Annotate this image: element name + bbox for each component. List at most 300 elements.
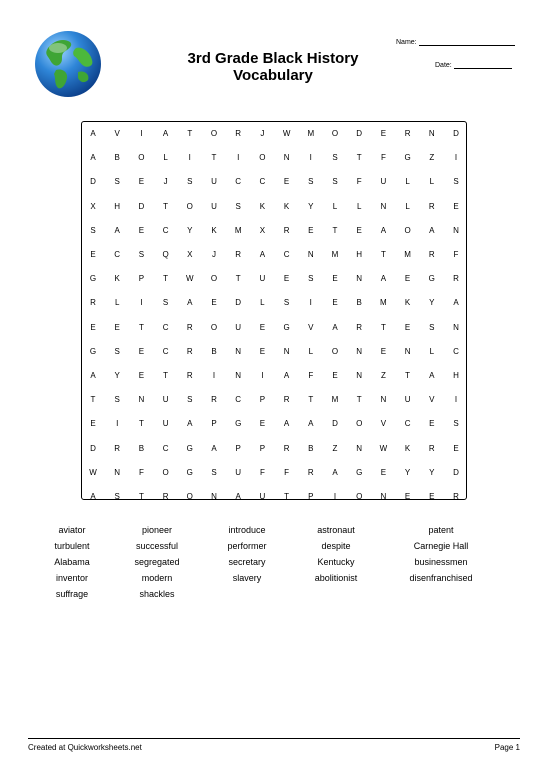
word-list-item: turbulent xyxy=(54,541,90,551)
grid-letter: M xyxy=(331,395,339,405)
grid-letter: L xyxy=(429,346,435,356)
grid-row xyxy=(82,491,466,503)
grid-letter: U xyxy=(162,419,169,429)
grid-letter: T xyxy=(356,153,362,163)
word-list-item: performer xyxy=(227,541,267,551)
grid-letter: P xyxy=(211,419,217,429)
grid-letter: C xyxy=(235,177,242,187)
grid-letter: M xyxy=(380,298,387,308)
grid-letter: E xyxy=(404,274,411,284)
grid-letter: T xyxy=(405,371,411,380)
grid-letter: S xyxy=(308,177,314,187)
grid-letter: C xyxy=(162,225,169,235)
word-list-item: disenfranchised xyxy=(409,573,473,583)
grid-letter: G xyxy=(186,443,193,453)
grid-letter: P xyxy=(138,274,145,284)
word-list-item: slavery xyxy=(232,573,262,583)
grid-letter: G xyxy=(89,274,97,284)
grid-letter: R xyxy=(307,467,314,477)
grid-letter: X xyxy=(187,250,193,259)
grid-letter: M xyxy=(234,225,242,235)
grid-row xyxy=(82,152,466,164)
grid-row xyxy=(82,418,466,430)
grid-letter: N xyxy=(356,443,363,453)
grid-row xyxy=(82,394,466,406)
name-field xyxy=(396,38,515,46)
grid-letter: A xyxy=(332,322,338,332)
grid-letter: S xyxy=(187,395,193,405)
grid-row xyxy=(82,297,466,309)
grid-letter: T xyxy=(284,492,290,501)
grid-row xyxy=(82,467,466,479)
grid-letter: F xyxy=(380,153,386,163)
grid-letter: S xyxy=(332,177,338,187)
grid-letter: N xyxy=(307,250,314,259)
word-list-item: successful xyxy=(135,541,179,551)
grid-letter: M xyxy=(331,250,339,259)
grid-letter: I xyxy=(188,153,191,163)
grid-letter: L xyxy=(356,201,362,211)
grid-letter: C xyxy=(162,443,169,453)
grid-letter: H xyxy=(356,250,363,259)
grid-row xyxy=(82,176,466,188)
grid-letter: A xyxy=(283,371,290,380)
grid-letter: T xyxy=(308,395,314,405)
grid-letter: N xyxy=(283,346,290,356)
grid-letter: X xyxy=(259,225,266,235)
grid-letter: I xyxy=(140,298,143,308)
grid-letter: A xyxy=(90,129,96,138)
grid-letter: I xyxy=(237,153,240,163)
grid-letter: Q xyxy=(162,250,169,259)
grid-letter: S xyxy=(235,201,241,211)
grid-row xyxy=(82,201,466,213)
grid-letter: D xyxy=(235,298,242,308)
grid-letter: D xyxy=(332,419,338,429)
word-list-item: Carnegie Hall xyxy=(413,541,469,551)
grid-letter: C xyxy=(453,346,459,356)
grid-letter: G xyxy=(283,322,290,332)
grid-letter: R xyxy=(356,322,363,332)
grid-letter: E xyxy=(211,298,217,308)
grid-letter: T xyxy=(380,250,386,259)
grid-letter: E xyxy=(259,322,266,332)
grid-letter: T xyxy=(235,274,241,284)
grid-letter: E xyxy=(404,492,411,501)
page-title xyxy=(150,50,396,84)
grid-letter: N xyxy=(380,201,387,211)
word-list-item: aviator xyxy=(58,525,86,535)
grid-letter: S xyxy=(114,395,120,405)
grid-letter: R xyxy=(186,346,193,356)
grid-letter: I xyxy=(333,492,337,501)
grid-letter: L xyxy=(405,201,410,211)
grid-letter: P xyxy=(259,443,266,453)
globe-icon xyxy=(34,30,102,98)
grid-letter: S xyxy=(90,225,96,235)
grid-letter: L xyxy=(405,177,410,187)
grid-row xyxy=(82,128,466,140)
grid-letter: E xyxy=(380,346,387,356)
grid-letter: I xyxy=(454,153,458,163)
grid-letter: T xyxy=(163,371,169,380)
grid-letter: N xyxy=(283,153,290,163)
grid-letter: T xyxy=(187,129,193,138)
grid-letter: U xyxy=(235,322,242,332)
grid-letter: T xyxy=(211,153,217,163)
grid-letter: P xyxy=(259,395,266,405)
grid-letter: W xyxy=(89,467,97,477)
grid-letter: U xyxy=(380,177,387,187)
footer-page-number: Page 1 xyxy=(494,743,520,752)
grid-letter: Z xyxy=(429,153,435,163)
grid-row xyxy=(82,443,466,455)
grid-letter: N xyxy=(380,492,387,501)
grid-row xyxy=(82,346,466,358)
grid-letter: I xyxy=(454,395,458,405)
grid-letter: B xyxy=(211,346,217,356)
word-list-item: modern xyxy=(141,573,173,583)
grid-letter: H xyxy=(114,201,121,211)
grid-letter: L xyxy=(114,298,120,308)
grid-letter: A xyxy=(283,419,290,429)
grid-row xyxy=(82,249,466,261)
name-line xyxy=(419,38,515,46)
grid-letter: E xyxy=(380,467,387,477)
grid-letter: U xyxy=(162,395,169,405)
grid-letter: R xyxy=(162,492,169,501)
grid-letter: F xyxy=(284,467,290,477)
grid-letter: N xyxy=(453,322,459,332)
grid-letter: S xyxy=(114,177,120,187)
grid-letter: Y xyxy=(308,201,314,211)
date-line xyxy=(454,61,512,69)
grid-letter: L xyxy=(260,298,265,308)
grid-letter: A xyxy=(308,419,314,429)
grid-letter: N xyxy=(356,371,363,380)
grid-letter: A xyxy=(429,225,435,235)
grid-letter: F xyxy=(259,467,265,477)
grid-letter: E xyxy=(429,492,435,501)
grid-letter: R xyxy=(90,298,96,308)
grid-letter: A xyxy=(187,419,193,429)
grid-letter: S xyxy=(429,322,435,332)
grid-letter: C xyxy=(114,250,121,259)
grid-letter: E xyxy=(308,225,314,235)
grid-letter: R xyxy=(428,443,435,453)
word-list-item: segregated xyxy=(134,557,180,567)
grid-letter: W xyxy=(186,274,194,284)
grid-letter: O xyxy=(331,129,339,138)
grid-letter: U xyxy=(235,467,242,477)
grid-letter: H xyxy=(453,371,459,380)
grid-letter: E xyxy=(90,419,96,429)
grid-letter: E xyxy=(429,419,435,429)
grid-letter: C xyxy=(283,250,290,259)
grid-letter: R xyxy=(235,129,242,138)
grid-letter: E xyxy=(138,346,145,356)
grid-letter: T xyxy=(90,395,96,405)
grid-letter: E xyxy=(380,129,387,138)
grid-letter: G xyxy=(235,419,242,429)
grid-letter: K xyxy=(404,298,411,308)
grid-letter: F xyxy=(138,467,144,477)
grid-letter: T xyxy=(138,492,144,501)
grid-letter: Z xyxy=(380,371,386,380)
grid-letter: I xyxy=(309,298,312,308)
grid-letter: B xyxy=(138,443,145,453)
grid-letter: E xyxy=(332,298,338,308)
date-field xyxy=(435,61,512,69)
footer-credit: Created at Quickworksheets.net xyxy=(28,743,142,752)
grid-letter: T xyxy=(138,322,144,332)
grid-letter: R xyxy=(186,322,193,332)
grid-letter: Y xyxy=(114,371,120,380)
grid-letter: N xyxy=(428,129,435,138)
grid-letter: J xyxy=(212,250,216,259)
grid-letter: E xyxy=(332,274,338,284)
grid-letter: O xyxy=(356,419,363,429)
footer-divider xyxy=(28,738,520,739)
grid-row xyxy=(82,370,466,382)
word-list-item: secretary xyxy=(228,557,266,567)
grid-letter: D xyxy=(356,129,363,138)
grid-letter: S xyxy=(162,298,169,308)
grid-letter: R xyxy=(404,129,411,138)
grid-letter: R xyxy=(186,371,193,380)
grid-letter: I xyxy=(212,371,216,380)
grid-letter: C xyxy=(404,419,411,429)
grid-letter: T xyxy=(163,274,169,284)
grid-letter: A xyxy=(162,129,169,138)
grid-letter: Z xyxy=(332,443,338,453)
grid-letter: K xyxy=(259,201,266,211)
grid-letter: R xyxy=(283,225,290,235)
grid-letter: C xyxy=(259,177,266,187)
grid-letter: T xyxy=(356,395,362,405)
grid-letter: E xyxy=(453,201,459,211)
grid-row xyxy=(82,273,466,285)
grid-letter: D xyxy=(138,201,145,211)
grid-letter: O xyxy=(186,492,193,501)
grid-letter: M xyxy=(404,250,411,259)
grid-letter: G xyxy=(186,467,193,477)
grid-letter: E xyxy=(138,371,145,380)
grid-letter: C xyxy=(162,346,169,356)
grid-letter: O xyxy=(259,153,266,163)
word-search-grid xyxy=(81,121,467,500)
grid-letter: F xyxy=(356,177,362,187)
grid-letter: P xyxy=(308,492,314,501)
word-list-item: astronaut xyxy=(317,525,355,535)
grid-letter: R xyxy=(235,250,242,259)
grid-letter: B xyxy=(356,298,362,308)
grid-letter: S xyxy=(453,419,459,429)
grid-letter: E xyxy=(138,177,145,187)
grid-letter: R xyxy=(283,443,290,453)
grid-letter: G xyxy=(404,153,411,163)
grid-letter: R xyxy=(428,250,435,259)
grid-letter: A xyxy=(259,250,266,259)
word-list-item: Kentucky xyxy=(317,557,355,567)
grid-letter: N xyxy=(356,346,363,356)
grid-letter: N xyxy=(138,395,145,405)
grid-letter: B xyxy=(308,443,314,453)
grid-letter: I xyxy=(309,153,312,163)
grid-letter: R xyxy=(211,395,217,405)
word-list-item: businessmen xyxy=(414,557,468,567)
grid-letter: C xyxy=(235,395,242,405)
grid-letter: K xyxy=(404,443,411,453)
date-label: Date: xyxy=(435,62,452,69)
grid-letter: F xyxy=(453,250,459,259)
grid-letter: Y xyxy=(429,298,435,308)
grid-letter: S xyxy=(114,346,120,356)
grid-letter: N xyxy=(114,467,121,477)
word-list-item: abolitionist xyxy=(314,573,358,583)
grid-letter: N xyxy=(211,492,217,501)
word-list-item: despite xyxy=(321,541,351,551)
grid-letter: S xyxy=(138,250,145,259)
grid-letter: N xyxy=(235,346,242,356)
word-list-item: shackles xyxy=(139,589,175,599)
grid-letter: V xyxy=(429,395,435,405)
grid-letter: L xyxy=(429,177,435,187)
grid-letter: M xyxy=(307,129,315,138)
grid-letter: G xyxy=(428,274,435,284)
grid-letter: E xyxy=(453,443,459,453)
grid-letter: N xyxy=(380,395,387,405)
grid-letter: S xyxy=(187,177,193,187)
grid-letter: A xyxy=(114,225,120,235)
grid-letter: O xyxy=(356,492,363,501)
grid-letter: A xyxy=(380,225,387,235)
grid-letter: E xyxy=(90,250,96,259)
grid-letter: Y xyxy=(429,467,435,477)
grid-letter: E xyxy=(114,322,120,332)
grid-letter: R xyxy=(453,492,459,501)
grid-letter: I xyxy=(261,371,264,380)
grid-letter: D xyxy=(90,177,96,187)
grid-letter: O xyxy=(331,346,339,356)
grid-letter: U xyxy=(211,201,217,211)
grid-letter: J xyxy=(260,129,265,138)
grid-letter: O xyxy=(210,274,218,284)
grid-letter: E xyxy=(356,225,362,235)
word-list-item: pioneer xyxy=(141,525,173,535)
grid-letter: O xyxy=(138,153,145,163)
grid-letter: A xyxy=(453,298,459,308)
grid-row xyxy=(82,322,466,334)
grid-letter: K xyxy=(114,274,120,284)
grid-letter: I xyxy=(116,419,119,429)
grid-letter: U xyxy=(259,492,266,501)
grid-letter: C xyxy=(162,322,169,332)
grid-letter: E xyxy=(138,225,145,235)
grid-letter: A xyxy=(211,443,217,453)
grid-letter: E xyxy=(259,346,266,356)
grid-letter: N xyxy=(356,274,363,284)
word-list-item: introduce xyxy=(228,525,266,535)
grid-letter: O xyxy=(186,201,193,211)
grid-letter: K xyxy=(283,201,290,211)
grid-letter: A xyxy=(90,153,96,163)
grid-letter: E xyxy=(259,419,266,429)
grid-letter: L xyxy=(163,153,168,163)
grid-letter: U xyxy=(259,274,266,284)
grid-letter: T xyxy=(138,419,144,429)
grid-letter: V xyxy=(308,322,314,332)
grid-letter: R xyxy=(453,274,459,284)
name-label: Name: xyxy=(396,39,417,46)
grid-letter: E xyxy=(332,371,338,380)
grid-letter: E xyxy=(283,274,290,284)
grid-letter: A xyxy=(90,492,96,501)
grid-letter: N xyxy=(404,346,411,356)
grid-letter: R xyxy=(428,201,435,211)
grid-letter: N xyxy=(235,371,242,380)
grid-letter: O xyxy=(210,322,218,332)
grid-letter: V xyxy=(380,419,387,429)
grid-letter: P xyxy=(235,443,241,453)
grid-letter: I xyxy=(140,129,143,138)
grid-letter: O xyxy=(162,467,169,477)
grid-letter: U xyxy=(211,177,217,187)
grid-letter: W xyxy=(379,443,388,453)
grid-letter: V xyxy=(114,129,120,138)
grid-letter: S xyxy=(283,298,290,308)
word-list-item: inventor xyxy=(55,573,89,583)
grid-letter: D xyxy=(453,129,459,138)
word-list-item: suffrage xyxy=(55,589,89,599)
grid-letter: S xyxy=(332,153,338,163)
grid-letter: K xyxy=(211,225,217,235)
grid-letter: X xyxy=(90,201,96,211)
grid-letter: Y xyxy=(187,225,193,235)
grid-letter: G xyxy=(356,467,363,477)
grid-letter: O xyxy=(210,129,218,138)
title-line-1: 3rd Grade Black History xyxy=(187,50,359,67)
grid-letter: A xyxy=(332,467,338,477)
grid-letter: T xyxy=(163,201,169,211)
grid-letter: S xyxy=(211,467,217,477)
grid-letter: S xyxy=(114,492,120,501)
grid-letter: T xyxy=(332,225,338,235)
grid-letter: G xyxy=(89,346,97,356)
grid-letter: N xyxy=(453,225,459,235)
grid-letter: L xyxy=(332,201,338,211)
grid-letter: R xyxy=(283,395,290,405)
grid-letter: D xyxy=(90,443,96,453)
grid-letter: A xyxy=(380,274,387,284)
grid-letter: R xyxy=(114,443,121,453)
grid-letter: D xyxy=(453,467,459,477)
word-list-item: Alabama xyxy=(54,557,90,567)
grid-letter: E xyxy=(283,177,290,187)
grid-letter: A xyxy=(90,371,96,380)
grid-letter: W xyxy=(282,129,291,138)
grid-letter: U xyxy=(404,395,411,405)
grid-letter: B xyxy=(114,153,120,163)
title-line-2: Vocabulary xyxy=(233,67,313,84)
grid-letter: E xyxy=(90,322,96,332)
grid-letter: A xyxy=(235,492,241,501)
grid-letter: J xyxy=(163,177,168,187)
grid-letter: A xyxy=(187,298,193,308)
grid-letter: S xyxy=(308,274,314,284)
grid-letter: F xyxy=(308,371,314,380)
grid-letter: Y xyxy=(404,467,411,477)
